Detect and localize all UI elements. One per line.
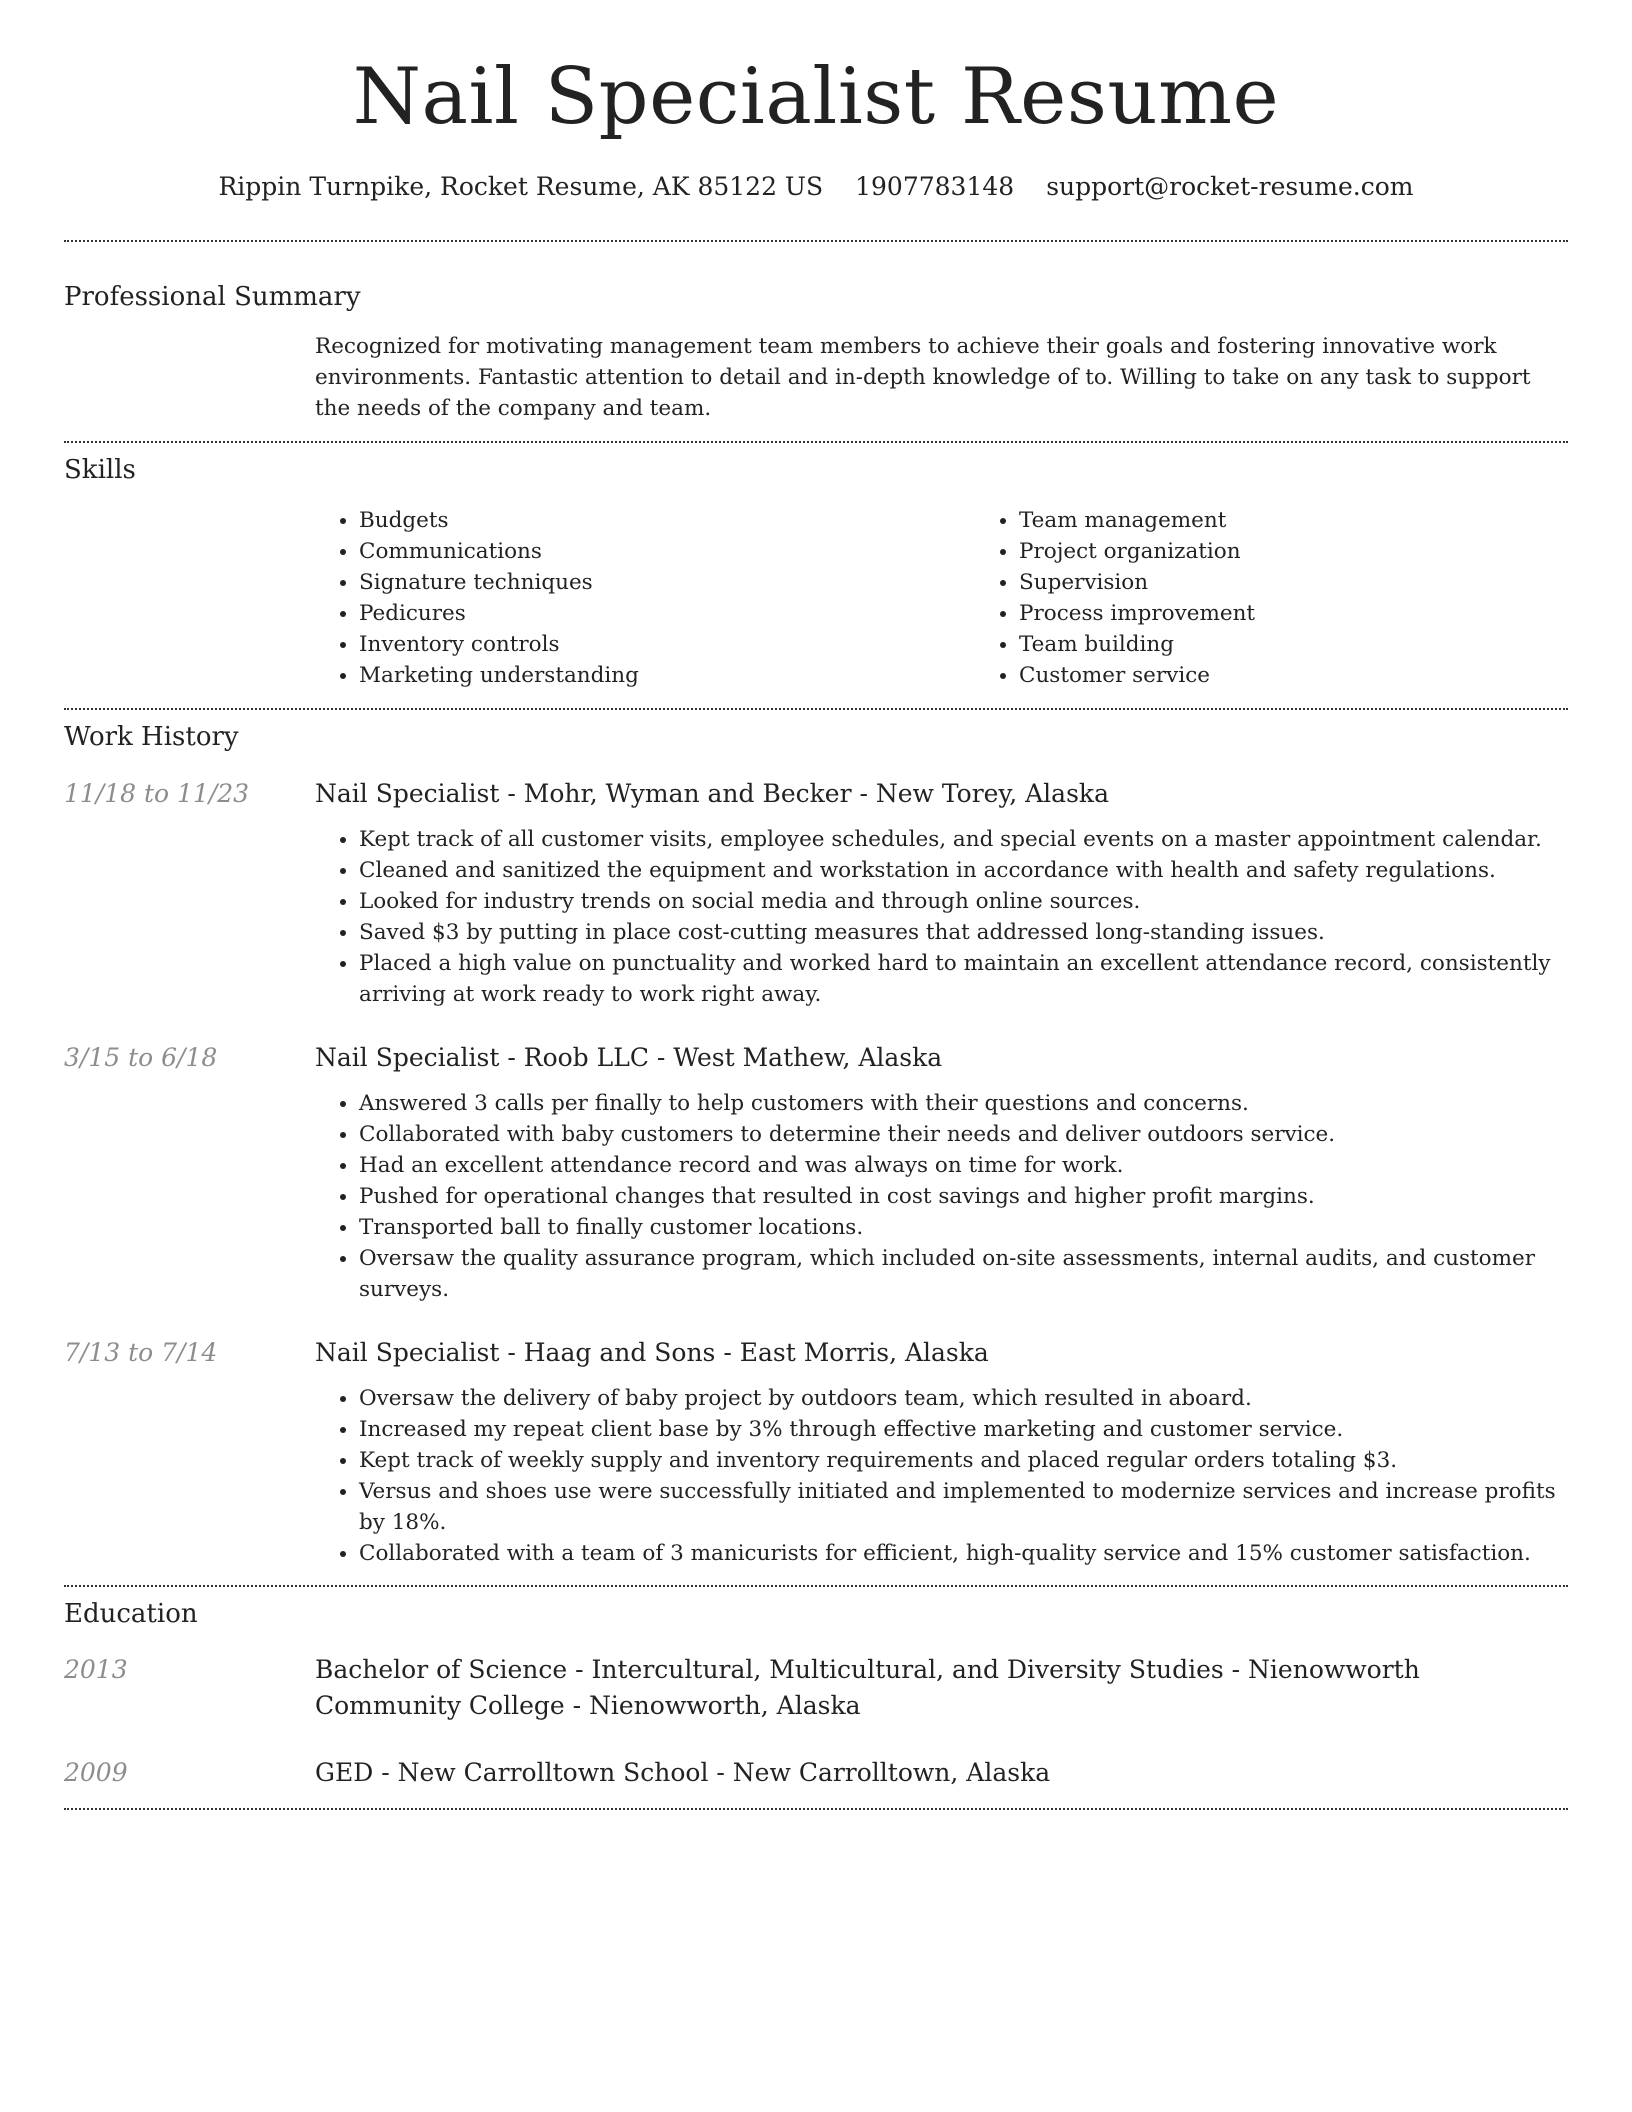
skill-item: • Budgets [359, 505, 975, 536]
skills-spacer [64, 505, 315, 691]
skills-heading: Skills [64, 455, 136, 486]
skill-item: • Pedicures [359, 598, 975, 629]
divider [64, 441, 1568, 443]
job-bullet: • Cleaned and sanitized the equipment and workstation in accordance with health and safety regulations. [359, 855, 1568, 886]
education-year: 2009 [64, 1757, 128, 1787]
skill-item: • Supervision [1019, 567, 1632, 598]
contact-line [64, 172, 1568, 202]
work-section [64, 722, 1568, 1568]
resume-title: Nail Specialist Resume [352, 52, 1280, 142]
education-detail: Bachelor of Science - Intercultural, Multicultural, and Diversity Studies - Nienowworth Community College - Nienowworth, Alaska [315, 1654, 1420, 1720]
job-title: Nail Specialist - Mohr, Wyman and Becker - New Torey, Alaska [315, 778, 1109, 808]
job-bullet: • Had an excellent attendance record and was always on time for work. [359, 1150, 1568, 1181]
summary-section [64, 282, 1568, 424]
education-section [64, 1599, 1568, 1791]
job-entry [64, 776, 1568, 1010]
contact-email: support@rocket-resume.com [1046, 172, 1414, 201]
education-year: 2013 [64, 1654, 128, 1684]
skills-list-right [975, 505, 1632, 691]
job-bullet: • Collaborated with a team of 3 manicurists for efficient, high-quality service and 15% customer satisfaction. [359, 1538, 1568, 1569]
skill-item: • Project organization [1019, 536, 1632, 567]
skill-item: • Customer service [1019, 660, 1632, 691]
skill-item: • Inventory controls [359, 629, 975, 660]
education-entry [64, 1755, 1568, 1791]
contact-address: Rippin Turnpike, Rocket Resume, AK 85122 US [218, 172, 824, 201]
skills-section [64, 455, 1568, 691]
summary-heading: Professional Summary [64, 282, 361, 312]
contact-phone: 1907783148 [855, 172, 1015, 201]
skills-list-left [315, 505, 975, 691]
job-bullet: • Placed a high value on punctuality and worked hard to maintain an excellent attendance record, consistently arriving at work ready to work right away. [359, 948, 1568, 1010]
job-bullets [315, 1088, 1568, 1305]
skill-item: • Process improvement [1019, 598, 1632, 629]
job-bullets [315, 1383, 1568, 1569]
divider [64, 708, 1568, 710]
job-bullet: • Looked for industry trends on social media and through online sources. [359, 886, 1568, 917]
job-bullet: • Collaborated with baby customers to determine their needs and deliver outdoors service. [359, 1119, 1568, 1150]
job-bullet: • Oversaw the delivery of baby project by outdoors team, which resulted in aboard. [359, 1383, 1568, 1414]
education-heading: Education [64, 1598, 198, 1629]
summary-spacer [64, 331, 315, 424]
skill-item: • Signature techniques [359, 567, 975, 598]
job-bullets [315, 824, 1568, 1010]
divider [64, 1585, 1568, 1587]
job-entry [64, 1040, 1568, 1305]
work-heading: Work History [64, 722, 239, 753]
job-bullet: • Answered 3 calls per finally to help customers with their questions and concerns. [359, 1088, 1568, 1119]
skill-item: • Team building [1019, 629, 1632, 660]
job-bullet: • Saved $3 by putting in place cost-cutting measures that addressed long-standing issues. [359, 917, 1568, 948]
job-dates: 3/15 to 6/18 [64, 1042, 218, 1072]
job-bullet: • Kept track of weekly supply and inventory requirements and placed regular orders totaling $3. [359, 1445, 1568, 1476]
job-title: Nail Specialist - Roob LLC - West Mathew, Alaska [315, 1042, 943, 1072]
job-dates: 11/18 to 11/23 [64, 778, 250, 808]
job-bullet: • Kept track of all customer visits, employee schedules, and special events on a master appointment calendar. [359, 824, 1568, 855]
job-bullet: • Transported ball to finally customer locations. [359, 1212, 1568, 1243]
divider [64, 1808, 1568, 1810]
job-dates: 7/13 to 7/14 [64, 1337, 218, 1367]
job-bullet: • Oversaw the quality assurance program, which included on-site assessments, internal audits, and customer surveys. [359, 1243, 1568, 1305]
divider [64, 240, 1568, 242]
skill-item: • Communications [359, 536, 975, 567]
job-bullet: • Pushed for operational changes that resulted in cost savings and higher profit margins. [359, 1181, 1568, 1212]
summary-text: Recognized for motivating management team members to achieve their goals and fostering innovative work environments. Fantastic attention to detail and in-depth knowledge of to. Willing to take on any task to support the needs of the company and team. [315, 334, 1531, 422]
job-bullet: • Versus and shoes use were successfully initiated and implemented to modernize services and increase profits by 18%. [359, 1476, 1568, 1538]
job-title: Nail Specialist - Haag and Sons - East Morris, Alaska [315, 1337, 989, 1367]
job-bullet: • Increased my repeat client base by 3% through effective marketing and customer service. [359, 1414, 1568, 1445]
education-entry [64, 1652, 1568, 1724]
education-detail: GED - New Carrolltown School - New Carrolltown, Alaska [315, 1757, 1051, 1787]
skill-item: • Team management [1019, 505, 1632, 536]
job-entry [64, 1335, 1568, 1569]
skill-item: • Marketing understanding [359, 660, 975, 691]
